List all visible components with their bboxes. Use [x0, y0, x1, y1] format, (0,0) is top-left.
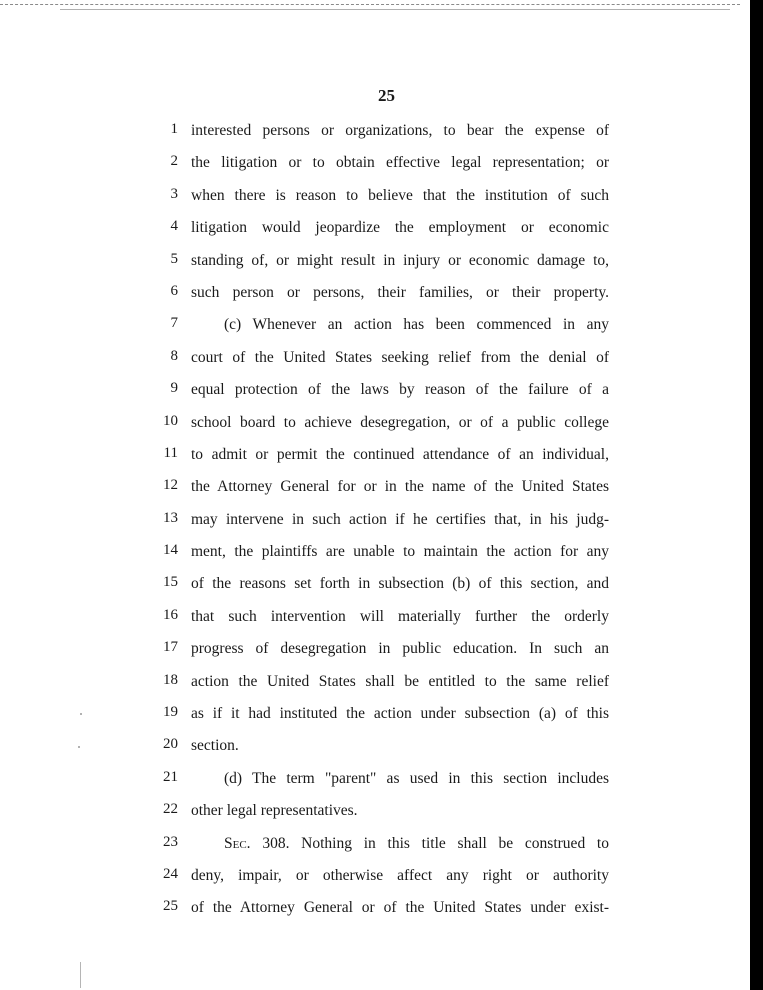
line-number: 11 — [163, 444, 178, 461]
line-text: equal protection of the laws by reason of the failure of a — [191, 381, 609, 399]
section-label: Sec. — [224, 834, 251, 852]
text-line — [0, 763, 763, 795]
text-line — [0, 666, 763, 698]
scan-edge-top — [0, 4, 740, 5]
line-text: may intervene in such action if he certifies that, in his judg- — [191, 510, 609, 528]
line-number: 25 — [163, 898, 178, 915]
line-text: as if it had instituted the action under subsection (a) of this — [191, 705, 609, 723]
line-text: that such intervention will materially further the orderly — [191, 607, 609, 625]
line-text: progress of desegregation in public education. In such an — [191, 640, 609, 658]
line-text: the Attorney General for or in the name of the United States — [191, 478, 609, 496]
line-text: the litigation or to obtain effective legal representation; or — [191, 154, 609, 172]
line-number: 16 — [163, 606, 178, 623]
text-line — [0, 309, 763, 341]
line-text: action the United States shall be entitled to the same relief — [191, 672, 609, 690]
text-line — [0, 342, 763, 374]
scan-edge-line — [60, 9, 730, 10]
line-number: 2 — [170, 153, 178, 170]
text-line — [0, 504, 763, 536]
section-text: 308. Nothing in this title shall be construed to — [262, 834, 609, 852]
line-number: 17 — [163, 639, 178, 656]
text-line — [0, 892, 763, 924]
line-text: interested persons or organizations, to bear the expense of — [191, 122, 609, 139]
text-line — [0, 439, 763, 471]
scan-edge-bottom — [80, 962, 81, 988]
line-text — [224, 834, 609, 854]
line-text: when there is reason to believe that the institution of such — [191, 186, 609, 204]
line-number: 7 — [170, 315, 178, 332]
line-number: 15 — [163, 574, 178, 591]
line-number: 6 — [170, 282, 178, 299]
line-number: 22 — [163, 801, 178, 818]
line-text: section. — [191, 737, 239, 755]
text-line — [0, 277, 763, 309]
text-line — [0, 828, 763, 860]
line-text: deny, impair, or otherwise affect any right or authority — [191, 866, 609, 884]
line-number: 12 — [163, 477, 178, 494]
text-line — [0, 633, 763, 665]
line-number: 18 — [163, 671, 178, 688]
text-line — [0, 698, 763, 730]
text-line — [0, 147, 763, 179]
text-line — [0, 212, 763, 244]
text-body — [0, 115, 763, 925]
text-line — [0, 568, 763, 600]
line-text: standing of, or might result in injury or economic damage to, — [191, 251, 609, 269]
line-text: litigation would jeopardize the employment or economic — [191, 219, 609, 237]
line-number: 20 — [163, 736, 178, 753]
text-line — [0, 407, 763, 439]
page-number: 25 — [378, 86, 395, 105]
line-number: 19 — [163, 704, 178, 721]
text-line — [0, 860, 763, 892]
text-line — [0, 536, 763, 568]
text-line — [0, 115, 763, 147]
line-number: 1 — [170, 121, 178, 137]
line-number: 21 — [163, 768, 178, 785]
line-text: (c) Whenever an action has been commenced in any — [224, 316, 609, 334]
line-number: 23 — [163, 833, 178, 850]
line-number: 8 — [170, 347, 178, 364]
line-text: (d) The term "parent" as used in this section includes — [224, 769, 609, 787]
line-text: other legal representatives. — [191, 802, 358, 820]
line-number: 14 — [163, 542, 178, 559]
line-number: 13 — [163, 509, 178, 526]
text-line — [0, 374, 763, 406]
line-number: 5 — [170, 250, 178, 267]
text-line — [0, 795, 763, 827]
line-text: ment, the plaintiffs are unable to maintain the action for any — [191, 543, 609, 561]
line-number: 24 — [163, 865, 178, 882]
text-line — [0, 730, 763, 762]
text-line — [0, 601, 763, 633]
line-text: to admit or permit the continued attendance of an individual, — [191, 445, 609, 463]
text-line — [0, 180, 763, 212]
line-text: such person or persons, their families, or their property. — [191, 283, 609, 301]
line-number: 9 — [170, 380, 178, 397]
text-line — [0, 471, 763, 503]
line-number: 10 — [163, 412, 178, 429]
line-text: court of the United States seeking relief from the denial of — [191, 348, 609, 366]
line-text: of the reasons set forth in subsection (b) of this section, and — [191, 575, 609, 593]
line-text: school board to achieve desegregation, or of a public college — [191, 413, 609, 431]
line-text: of the Attorney General or of the United States under exist- — [191, 899, 609, 917]
line-number: 4 — [170, 218, 178, 235]
line-number: 3 — [170, 185, 178, 202]
text-line — [0, 245, 763, 277]
